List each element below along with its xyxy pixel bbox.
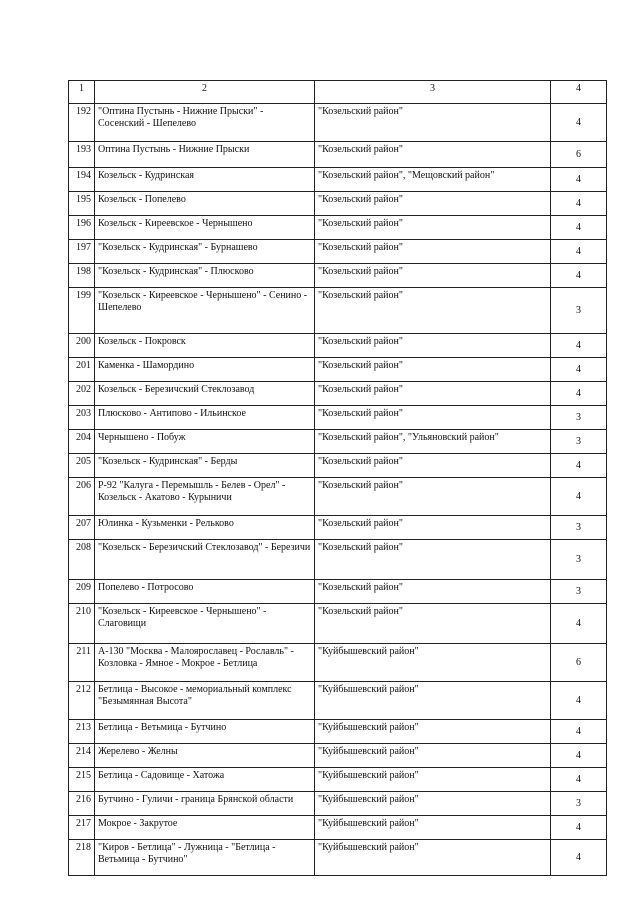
row-number: 203: [69, 406, 95, 430]
road-name: Бутчино - Гуличи - граница Брянской области: [95, 792, 315, 816]
road-value: 3: [551, 288, 607, 334]
road-name: Козельск - Киреевское - Чернышено: [95, 216, 315, 240]
district-name: "Куйбышевский район": [315, 768, 551, 792]
row-number: 193: [69, 142, 95, 168]
road-value: 4: [551, 358, 607, 382]
road-value: 4: [551, 744, 607, 768]
road-value: 3: [551, 792, 607, 816]
district-name: "Куйбышевский район": [315, 840, 551, 876]
district-name: "Куйбышевский район": [315, 744, 551, 768]
road-name: Козельск - Покровск: [95, 334, 315, 358]
road-name: "Козельск - Кудринская" - Бурнашево: [95, 240, 315, 264]
row-number: 199: [69, 288, 95, 334]
district-name: "Козельский район": [315, 142, 551, 168]
table-row: [69, 644, 607, 682]
row-number: 211: [69, 644, 95, 682]
table-row: [69, 168, 607, 192]
table-row: [69, 792, 607, 816]
road-name: Жерелево - Желны: [95, 744, 315, 768]
road-name: Каменка - Шамордино: [95, 358, 315, 382]
header-col-2: 2: [95, 81, 315, 104]
table-row: [69, 358, 607, 382]
table-row: [69, 454, 607, 478]
table-row: [69, 406, 607, 430]
road-value: 4: [551, 604, 607, 644]
road-name: Р-92 "Калуга - Перемышль - Белев - Орел" - Козельск - Акатово - Курыничи: [95, 478, 315, 516]
table-row: [69, 720, 607, 744]
district-name: "Куйбышевский район": [315, 720, 551, 744]
road-name: "Козельск - Киреевское - Чернышено" - Сенино - Шепелево: [95, 288, 315, 334]
row-number: 215: [69, 768, 95, 792]
table-row: [69, 516, 607, 540]
table-row: [69, 382, 607, 406]
road-name: Бетлица - Ветьмица - Бутчино: [95, 720, 315, 744]
row-number: 195: [69, 192, 95, 216]
road-name: "Козельск - Березичский Стеклозавод" - Березичи: [95, 540, 315, 580]
row-number: 206: [69, 478, 95, 516]
district-name: "Козельский район": [315, 216, 551, 240]
table-row: [69, 478, 607, 516]
row-number: 192: [69, 104, 95, 142]
road-value: 6: [551, 644, 607, 682]
table-row: [69, 142, 607, 168]
row-number: 218: [69, 840, 95, 876]
row-number: 200: [69, 334, 95, 358]
road-value: 4: [551, 168, 607, 192]
row-number: 204: [69, 430, 95, 454]
table-row: [69, 104, 607, 142]
table-row: [69, 744, 607, 768]
road-value: 4: [551, 478, 607, 516]
district-name: "Козельский район": [315, 192, 551, 216]
road-value: 4: [551, 334, 607, 358]
table-row: [69, 192, 607, 216]
road-name: "Козельск - Киреевское - Чернышено" - Слаговищи: [95, 604, 315, 644]
road-value: 4: [551, 682, 607, 720]
table-row: [69, 682, 607, 720]
road-name: Оптина Пустынь - Нижние Прыски: [95, 142, 315, 168]
table-row: [69, 216, 607, 240]
road-value: 3: [551, 430, 607, 454]
district-name: "Козельский район": [315, 604, 551, 644]
table-row: [69, 816, 607, 840]
row-number: 207: [69, 516, 95, 540]
road-value: 4: [551, 454, 607, 478]
table-row: [69, 264, 607, 288]
district-name: "Козельский район": [315, 240, 551, 264]
district-name: "Козельский район": [315, 516, 551, 540]
district-name: "Козельский район": [315, 540, 551, 580]
district-name: "Козельский район": [315, 358, 551, 382]
district-name: "Куйбышевский район": [315, 682, 551, 720]
road-value: 3: [551, 540, 607, 580]
row-number: 197: [69, 240, 95, 264]
road-name: Плюсково - Антипово - Ильинское: [95, 406, 315, 430]
district-name: "Куйбышевский район": [315, 792, 551, 816]
district-name: "Козельский район": [315, 454, 551, 478]
roads-table: [68, 80, 607, 876]
road-value: 4: [551, 264, 607, 288]
road-name: Бетлица - Садовище - Хатожа: [95, 768, 315, 792]
row-number: 198: [69, 264, 95, 288]
table-body: [69, 81, 607, 876]
road-name: Юлинка - Кузьменки - Рельково: [95, 516, 315, 540]
row-number: 213: [69, 720, 95, 744]
road-value: 4: [551, 216, 607, 240]
table-row: [69, 240, 607, 264]
row-number: 212: [69, 682, 95, 720]
road-name: Попелево - Потросово: [95, 580, 315, 604]
road-value: 4: [551, 104, 607, 142]
road-name: Бетлица - Высокое - мемориальный комплекс "Безымянная Высота": [95, 682, 315, 720]
header-col-4: 4: [551, 81, 607, 104]
road-value: 3: [551, 516, 607, 540]
road-value: 3: [551, 406, 607, 430]
table-row: [69, 430, 607, 454]
row-number: 196: [69, 216, 95, 240]
road-value: 6: [551, 142, 607, 168]
road-name: Мокрое - Закрутое: [95, 816, 315, 840]
district-name: "Куйбышевский район": [315, 644, 551, 682]
table-row: [69, 580, 607, 604]
district-name: "Козельский район": [315, 334, 551, 358]
district-name: "Куйбышевский район": [315, 816, 551, 840]
row-number: 208: [69, 540, 95, 580]
road-name: Козельск - Попелево: [95, 192, 315, 216]
road-name: Козельск - Березичский Стеклозавод: [95, 382, 315, 406]
road-name: Козельск - Кудринская: [95, 168, 315, 192]
district-name: "Козельский район": [315, 580, 551, 604]
road-value: 4: [551, 768, 607, 792]
table-row: [69, 540, 607, 580]
table-row: [69, 840, 607, 876]
row-number: 194: [69, 168, 95, 192]
road-value: 4: [551, 192, 607, 216]
road-name: "Козельск - Кудринская" - Плюсково: [95, 264, 315, 288]
district-name: "Козельский район": [315, 264, 551, 288]
header-col-1: 1: [69, 81, 95, 104]
road-value: 4: [551, 720, 607, 744]
road-value: 4: [551, 816, 607, 840]
district-name: "Козельский район", "Ульяновский район": [315, 430, 551, 454]
district-name: "Козельский район": [315, 104, 551, 142]
row-number: 214: [69, 744, 95, 768]
district-name: "Козельский район": [315, 478, 551, 516]
table-row: [69, 768, 607, 792]
district-name: "Козельский район": [315, 382, 551, 406]
road-value: 4: [551, 382, 607, 406]
district-name: "Козельский район": [315, 406, 551, 430]
table-row: [69, 288, 607, 334]
road-name: "Козельск - Кудринская" - Берды: [95, 454, 315, 478]
road-value: 4: [551, 840, 607, 876]
row-number: 201: [69, 358, 95, 382]
row-number: 202: [69, 382, 95, 406]
road-value: 4: [551, 240, 607, 264]
row-number: 209: [69, 580, 95, 604]
row-number: 205: [69, 454, 95, 478]
header-col-3: 3: [315, 81, 551, 104]
road-name: Чернышено - Побуж: [95, 430, 315, 454]
road-name: А-130 "Москва - Малоярославец - Рославль" - Козловка - Ямное - Мокрое - Бетлица: [95, 644, 315, 682]
road-value: 3: [551, 580, 607, 604]
road-name: "Оптина Пустынь - Нижние Прыски" - Сосенский - Шепелево: [95, 104, 315, 142]
district-name: "Козельский район": [315, 288, 551, 334]
row-number: 216: [69, 792, 95, 816]
table-row: [69, 604, 607, 644]
table-row: [69, 334, 607, 358]
header-row: [69, 81, 607, 104]
district-name: "Козельский район", "Мещовский район": [315, 168, 551, 192]
road-name: "Киров - Бетлица" - Лужница - "Бетлица - Ветьмица - Бутчино": [95, 840, 315, 876]
row-number: 210: [69, 604, 95, 644]
row-number: 217: [69, 816, 95, 840]
